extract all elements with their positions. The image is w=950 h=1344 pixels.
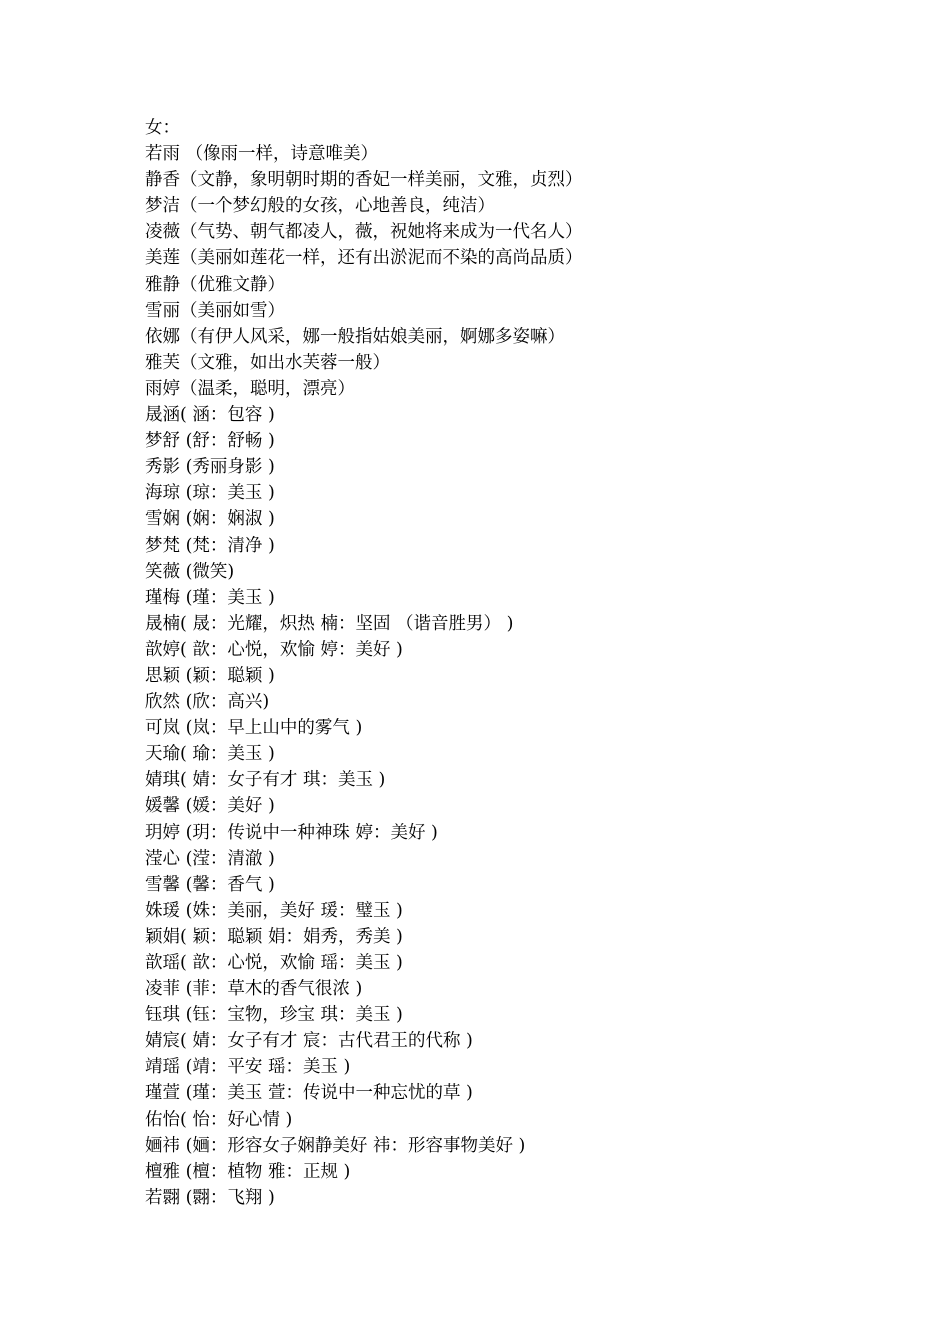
name-entry: 檀雅 (檀：植物 雅：正规 ) (145, 1161, 351, 1182)
name-entry: 钰琪 (钰：宝物，珍宝 琪：美玉 ) (145, 1005, 403, 1026)
name-entry: 美莲（美丽如莲花一样，还有出淤泥而不染的高尚品质） (145, 248, 583, 269)
name-entry: 雪娴 (娴：娴淑 ) (145, 509, 275, 530)
name-entry: 晟楠( 晟：光耀，炽热 楠：坚固 （谐音胜男） ) (145, 613, 514, 634)
name-entry: 雅芙（文雅，如出水芙蓉一般） (145, 352, 390, 373)
section-heading: 女： (145, 118, 180, 138)
name-entry: 颖娟( 颖：聪颖 娟：娟秀，秀美 ) (145, 926, 403, 947)
name-entry: 凌薇（气势、朝气都凌人，薇，祝她将来成为一代名人） (145, 222, 583, 243)
name-entry: 依娜（有伊人风采，娜一般指姑娘美丽，婀娜多姿嘛） (145, 326, 565, 347)
name-entry: 海琼 (琼：美玉 ) (145, 483, 275, 504)
name-entry: 雪丽（美丽如雪） (145, 300, 285, 321)
name-entry: 静香（文静，象明朝时期的香妃一样美丽，文雅，贞烈） (145, 170, 583, 191)
name-entry: 晟涵( 涵：包容 ) (145, 405, 275, 426)
name-entry: 婧宸( 婧：女子有才 宸：古代君王的代称 ) (145, 1031, 473, 1052)
name-entry: 天瑜( 瑜：美玉 ) (145, 744, 275, 765)
name-list (145, 115, 583, 1211)
name-entry: 欣然 (欣：高兴) (145, 692, 270, 713)
name-entry: 梦梵 (梵：清净 ) (145, 535, 275, 556)
name-entry: 歆瑶( 歆：心悦，欢愉 瑶：美玉 ) (145, 953, 403, 973)
name-entry: 梦洁（一个梦幻般的女孩，心地善良，纯洁） (145, 196, 495, 217)
name-entry: 凌菲 (菲：草木的香气很浓 ) (145, 979, 363, 1000)
name-entry: 靖瑶 (靖：平安 瑶：美玉 ) (145, 1057, 351, 1078)
name-entry: 雅静（优雅文静） (145, 274, 285, 295)
name-entry: 梦舒 (舒：舒畅 ) (145, 431, 275, 452)
name-entry: 媛馨 (媛：美好 ) (145, 796, 275, 817)
name-entry: 思颖 (颖：聪颖 ) (145, 665, 275, 686)
name-entry: 婳祎 (婳：形容女子娴静美好 祎：形容事物美好 ) (145, 1135, 526, 1156)
name-entry: 佑怡( 怡：好心情 ) (145, 1109, 293, 1130)
name-entry: 瑾萱 (瑾：美玉 萱：传说中一种忘忧的草 ) (145, 1083, 473, 1104)
name-entry: 笑薇 (微笑) (145, 561, 235, 582)
name-entry: 婧琪( 婧：女子有才 琪：美玉 ) (145, 770, 386, 791)
name-entry: 雨婷（温柔，聪明，漂亮） (145, 378, 355, 399)
name-entry: 可岚 (岚：早上山中的雾气 ) (145, 718, 363, 739)
name-entry: 瑾梅 (瑾：美玉 ) (145, 587, 275, 608)
name-entry: 雪馨 (馨：香气 ) (145, 874, 275, 895)
name-entry: 滢心 (滢：清澈 ) (145, 848, 275, 869)
name-entry: 玥婷 (玥：传说中一种神珠 婷：美好 ) (145, 822, 438, 843)
name-entry: 若雨 （像雨一样，诗意唯美） (145, 144, 379, 165)
name-entry: 歆婷( 歆：心悦，欢愉 婷：美好 ) (145, 639, 403, 660)
name-entry: 若翾 (翾：飞翔 ) (145, 1187, 275, 1208)
name-entry: 姝瑗 (姝：美丽，美好 瑗：璧玉 ) (145, 900, 403, 921)
name-entry: 秀影 (秀丽身影 ) (145, 457, 275, 478)
